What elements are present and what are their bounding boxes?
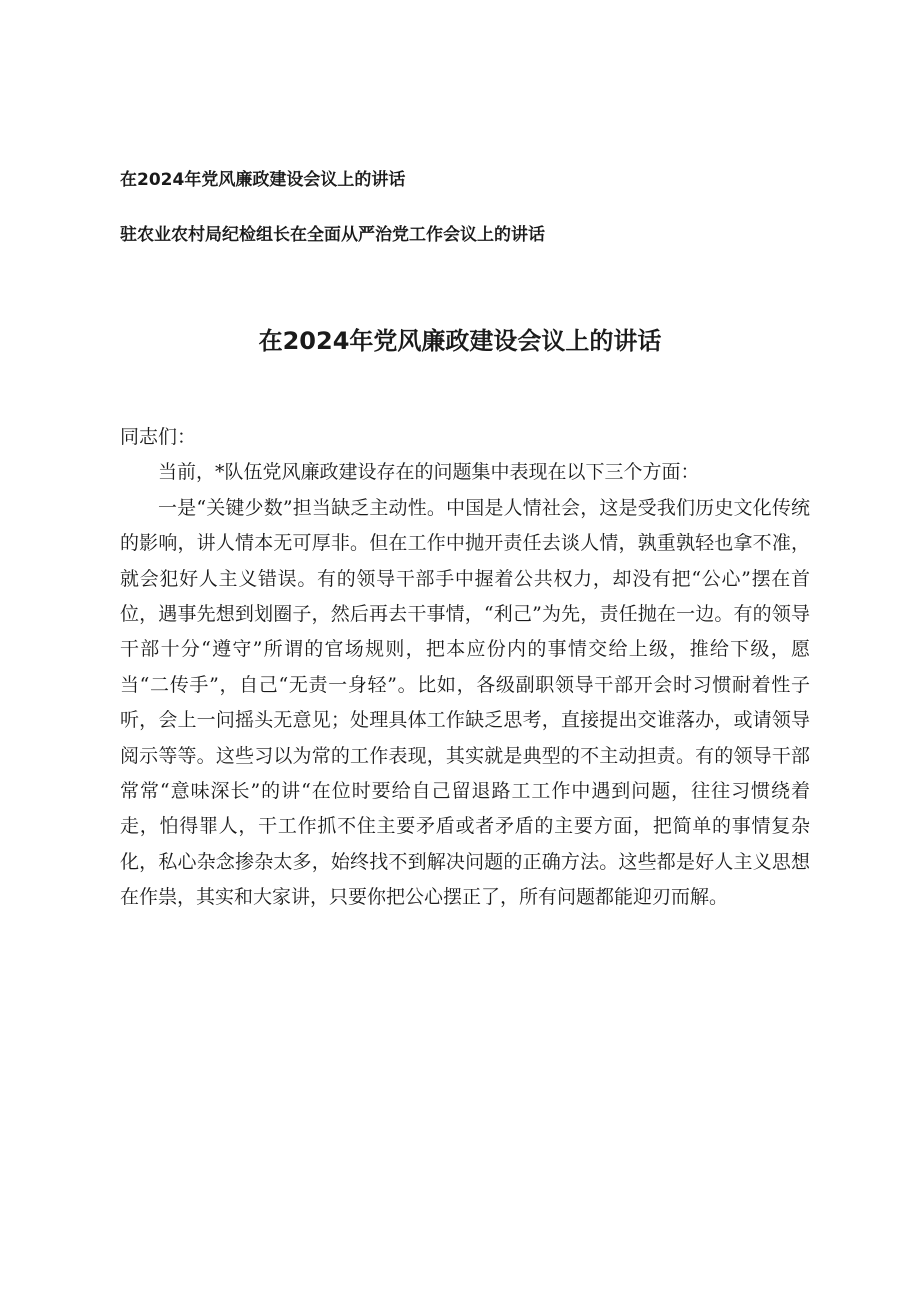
document-body <box>120 420 810 916</box>
toc-item: 驻农业农村局纪检组长在全面从严治党工作会议上的讲话 <box>120 225 545 245</box>
toc-item: 在2024年党风廉政建设会议上的讲话 <box>120 170 406 190</box>
document-title: 在2024年党风廉政建设会议上的讲话 <box>258 327 662 355</box>
salutation: 同志们： <box>120 426 197 448</box>
paragraph: 当前，*队伍党风廉政建设存在的问题集中表现在以下三个方面： <box>158 461 700 484</box>
table-of-contents <box>120 168 820 247</box>
paragraph: 一是“关键少数”担当缺乏主动性。中国是人情社会，这是受我们历史文化传统的影响，讲人情本无可厚非。但在工作中抛开责任去谈人情，孰重孰轻也拿不准，就会犯好人主义错误。有的领导干部手中握着公共权力，却没有把“公心”摆在首位，遇事先想到划圈子，然后再去干事情，“利己”为先，责任抛在一边。有的领导干部十分“遵守”所谓的官场规则，把本应份内的事情交给上级，推给下级，愿当“二传手”，自己“无责一身轻”。比如，各级副职领导干部开会时习惯耐着性子听，会上一问摇头无意见；处理具体工作缺乏思考，直接提出交谁落办，或请领导阅示等等。这些习以为常的工作表现，其实就是典型的不主动担责。有的领导干部常常“意味深长”的讲“在位时要给自己留退路工工作中遇到问题，往往习惯绕着走，怕得罪人，干工作抓不住主要矛盾或者矛盾的主要方面，把简单的事情复杂化，私心杂念掺杂太多，始终找不到解决问题的正确方法。这些都是好人主义思想在作祟，其实和大家讲，只要你把公心摆正了，所有问题都能迎刃而解。 <box>120 496 810 909</box>
